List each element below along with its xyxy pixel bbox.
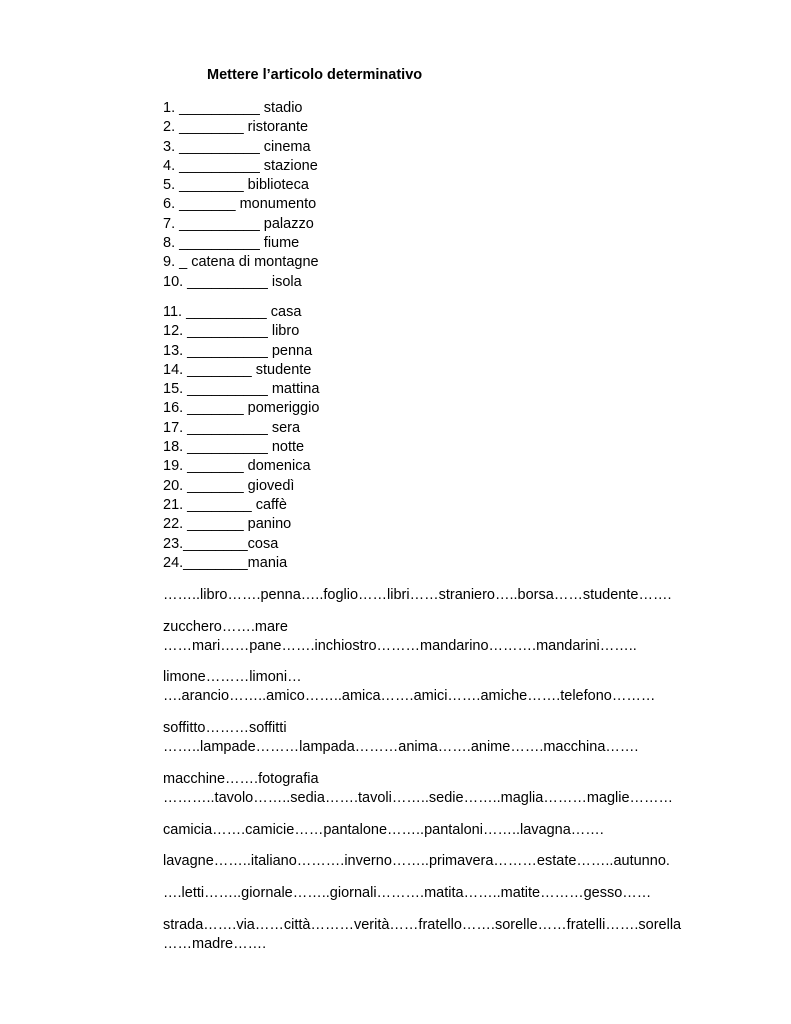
list-item: 1. __________ stadio — [163, 100, 303, 116]
list-item: 23.________cosa — [163, 535, 279, 552]
paragraph-line: ……..libro…….penna…..foglio……libri……straniero…..borsa……studente……. — [163, 587, 672, 603]
word-paragraph-3 — [163, 668, 723, 706]
word-paragraph-9 — [163, 916, 723, 954]
list-item: 10. __________ isola — [163, 273, 302, 290]
paragraph-line: ….letti……..giornale……..giornali……….matita……..matite………gesso…… — [163, 885, 652, 901]
list-item: 22. _______ panino — [163, 516, 292, 533]
list-item: 21. ________ caffè — [163, 496, 287, 513]
list-item: 13. __________ penna — [163, 342, 313, 359]
list-item: 24.________mania — [163, 554, 288, 571]
list-item: 3. __________ cinema — [163, 138, 311, 155]
word-paragraph-8 — [163, 884, 723, 903]
list-item: 11. __________ casa — [163, 304, 302, 320]
paragraph-line: strada…….via……città………verità……fratello…….sorelle……fratelli…….sorella — [163, 917, 682, 933]
word-paragraph-7 — [163, 852, 723, 871]
list-item: 2. ________ ristorante — [163, 119, 309, 136]
paragraph-line: zucchero…….mare — [163, 619, 288, 635]
list-item: 4. __________ stazione — [163, 157, 318, 174]
word-paragraph-1 — [163, 586, 723, 605]
list-item: 19. _______ domenica — [163, 458, 311, 475]
paragraph-line: macchine…….fotografia — [163, 771, 319, 787]
paragraph-line: ….arancio……..amico……..amica…….amici…….amiche…….telefono……… — [163, 688, 656, 704]
paragraph-line: ……..lampade………lampada………anima…….anime…….macchina……. — [163, 739, 639, 755]
word-paragraph-5 — [163, 770, 723, 808]
word-paragraph-2 — [163, 618, 723, 656]
paragraph-line: soffitto………soffitti — [163, 720, 287, 736]
paragraph-line: limone………limoni… — [163, 669, 302, 685]
list-item: 8. __________ fiume — [163, 235, 300, 252]
word-paragraph-6 — [163, 821, 723, 840]
exercise-list-11-24 — [163, 303, 319, 573]
list-item: 17. __________ sera — [163, 419, 301, 436]
list-item: 12. __________ libro — [163, 323, 300, 340]
paragraph-line: lavagne……..italiano……….inverno……..primavera………estate……..autunno. — [163, 853, 670, 869]
paragraph-line: ……mari……pane…….inchiostro………mandarino……….mandarini…….. — [163, 638, 637, 654]
list-item: 7. __________ palazzo — [163, 215, 314, 232]
list-item: 5. ________ biblioteca — [163, 177, 309, 194]
list-item: 6. _______ monumento — [163, 196, 317, 213]
paragraph-line: ………..tavolo……..sedia…….tavoli……..sedie……..maglia………maglie……… — [163, 790, 674, 806]
list-item: 14. ________ studente — [163, 361, 312, 378]
list-item: 18. __________ notte — [163, 439, 305, 456]
page-title: Mettere l’articolo determinativo — [207, 67, 423, 83]
paragraph-line: camicia…….camicie……pantalone……..pantaloni……..lavagna……. — [163, 822, 604, 838]
exercise-list-1-10 — [163, 99, 319, 292]
list-item: 20. _______ giovedì — [163, 477, 295, 494]
word-paragraph-4 — [163, 719, 723, 757]
list-item: 15. __________ mattina — [163, 381, 320, 398]
list-item: 9. _ catena di montagne — [163, 254, 319, 271]
list-item: 16. _______ pomeriggio — [163, 400, 320, 417]
paragraph-line: ……madre……. — [163, 936, 267, 952]
